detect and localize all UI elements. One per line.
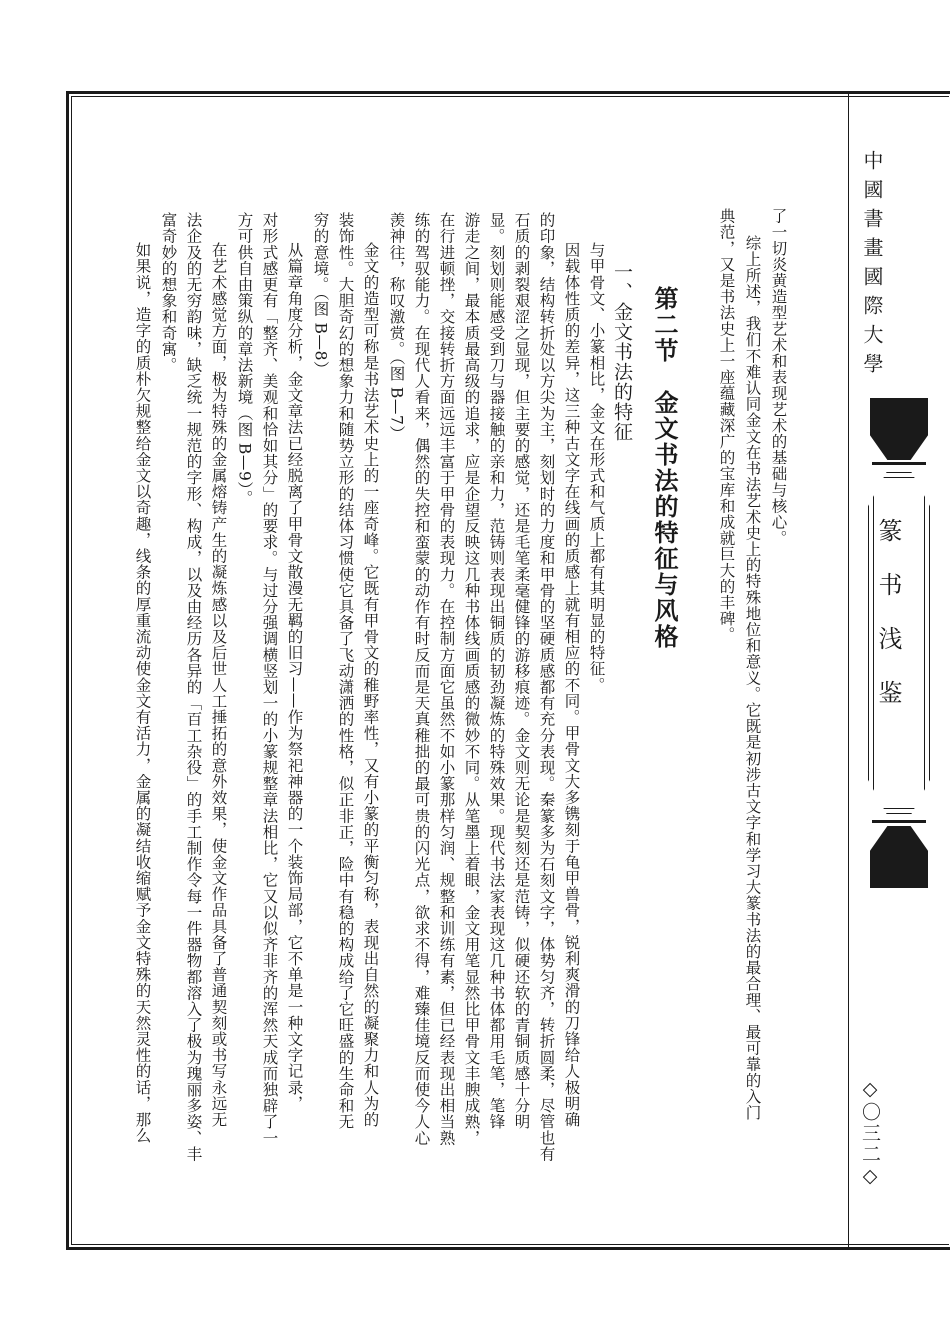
section-heading: 第二节 金文书法的特征与风格 (650, 286, 679, 650)
text-column: 羡神往，称叹激赏。（图 B—7） (387, 212, 406, 442)
text-column: 游走之间，最本质最高级的追求，应是企望反映这几种书体线画质感的微妙不同。从笔墨上着眼，金文用笔显然比甲骨文丰腴成熟， (462, 212, 481, 1146)
text-column: 对形式感更有「整齐、美观和恰如其分」的要求。与过分强调横竖划一的小篆规整章法相比，它又以似齐非齐的浑然天成而独辟了一 (260, 212, 279, 1146)
text-column: 富奇妙的想象和奇寓。 (159, 212, 178, 373)
text-column: 了一切炎黄造型艺术和表现艺术的基础与核心。 (769, 208, 788, 547)
text-column: 法企及的无穷韵味，缺乏统一规范的字形、构成，以及由经历各异的「百工杂役」的手工制作令每一件器物都溶入了极为瑰丽多姿、丰 (184, 212, 203, 1162)
cartouche-bottom-cap (870, 826, 928, 888)
text-column: 石质的剥裂艰涩之显现，但主要的感觉，还是毛笔柔毫健锋的游移痕迹。金文则无论是契刻还是范铸，似硬还软的青铜质感十分明 (512, 212, 531, 1130)
text-column: 方可供自由策纵的章法新境（图 B—9）。 (235, 212, 254, 506)
cartouche-top-line (872, 462, 926, 465)
page-number: ◇〇三二◇ (859, 1078, 881, 1189)
text-column: 的印象，结构转折处以方尖为主，刻划时的力度和甲骨的坚硬质感都有充分表现。秦篆多为石刻文字，体势匀齐，转折圆柔，尽管也有 (537, 212, 556, 1162)
subsection-heading: 一、金文书法的特征 (611, 262, 633, 442)
page-frame-inner (71, 96, 949, 1245)
text-column: 从篇章角度分析，金文章法已经脱离了甲骨文散漫无羁的旧习——作为祭祀神器的一个装饰局部，它不单是一种文字记录， (285, 242, 304, 1112)
text-column: 典范，又是书法史上一座蕴藏深广的宝库和成就巨大的丰碑。 (717, 208, 736, 643)
cartouche-top-cap (870, 398, 928, 460)
text-column: 综上所述，我们不难认同金文在书法艺术史上的特殊地位和意义。它既是初涉古文字和学习大篆书法的最合理、最可靠的入门 (743, 235, 762, 1121)
text-column: 如果说，造字的质朴欠规整给金文以奇趣，线条的厚重流动使金文有活力，金属的凝结收缩赋予金文特殊的天然灵性的话，那么 (133, 242, 152, 1144)
margin-rule (848, 94, 849, 1247)
text-column: 与甲骨文、小篆相比，金文在形式和气质上都有其明显的特征。 (587, 242, 606, 693)
text-column: 显。刻划则能感受到刀与器接触的亲和力，范铸则表现出铜质的韧劲凝炼的特殊效果。现代书法家表现这几种书体都用毛笔，笔锋 (487, 212, 506, 1130)
text-column: 装饰性。大胆奇幻的想象力和随势立形的结体习惯使它具备了飞动潇洒的性格，似正非正，险中有稳的构成给了它旺盛的生命和无 (336, 212, 355, 1130)
cartouche-bottom-line (872, 820, 926, 823)
text-column: 练的驾驭能力。在现代人看来，偶然的失控和蛮蒙的动作有时反而是天真稚拙的最可贵的闪光点，欲求不得，难臻佳境反而使今人心 (412, 212, 431, 1146)
text-column: 穷的意境。（图 B—8） (311, 212, 330, 378)
text-column: 在行进顿挫，交接转折方面远远丰富于甲骨的表现力。在控制方面它虽然不如小篆那样匀润、规整和训练有素，但已经表现出相当熟 (437, 212, 456, 1146)
text-column: 因载体性质的差异，这三种古文字在线画的质感上就有相应的不同。甲骨文大多镌刻于龟甲兽骨，锐利爽滑的刀锋给人极明确 (562, 242, 581, 1128)
text-column: 在艺术感觉方面，极为特殊的金属熔铸产生的凝炼感以及后世人工捶拓的意外效果，使金文作品具备了普通契刻或书写永远无 (209, 242, 228, 1128)
university-name: 中國書畫國際大學 (860, 150, 884, 382)
text-column: 金文的造型可称是书法艺术史上的一座奇峰。它既有甲骨文的稚野率性，又有小篆的平衡匀称，表现出自然的凝聚力和人为的 (361, 242, 380, 1128)
book-title-cartouche (858, 398, 940, 888)
book-title: 篆书浅鉴 (874, 518, 902, 734)
